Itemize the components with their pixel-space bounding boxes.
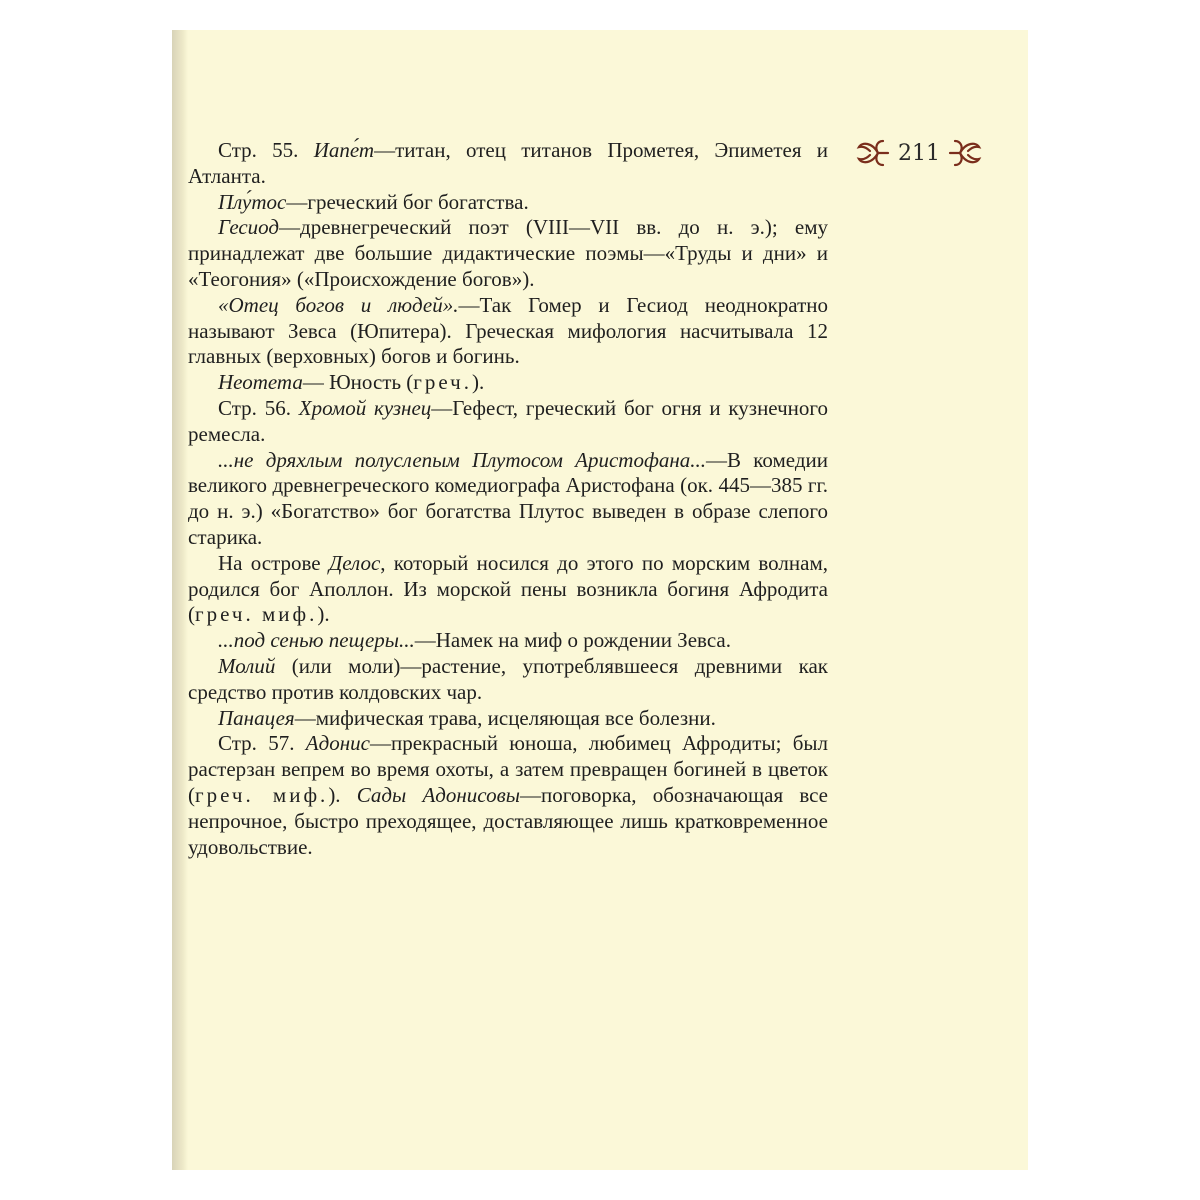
note-paragraph: [188, 448, 828, 551]
note-text: —древнегреческий поэт (VIII—VII вв. до н. э.); ему принадлежат две большие дидактические поэмы—«Труды и дни» и «Теогония» («Происхождение богов»).: [188, 215, 828, 291]
note-text: —прекрасный юноша, любимец Афродиты; был растерзан вепрем во время охоты, а затем превращен богиней в цветок (: [188, 731, 828, 807]
book-page: [172, 30, 1028, 1170]
note-text: —В комедии великого древнегреческого комедиографа Аристофана (ок. 445—385 гг. до н. э.) «Богатство» бог богатства Плутос выведен в образе слепого старика.: [188, 447, 828, 549]
italic-term: Делос: [328, 550, 381, 575]
left-ornament-icon: [856, 138, 890, 168]
note-text: —поговорка, обозначающая все непрочное, быстро преходящее, доставляющее лишь кратковременное удовольствие.: [188, 782, 829, 859]
note-paragraph: [188, 731, 828, 860]
italic-term: Неотета: [218, 370, 303, 395]
note-paragraph: [188, 190, 828, 216]
note-text: На острове: [218, 550, 329, 575]
note-paragraph: [188, 706, 828, 732]
note-text: —Намек на миф о рождении Зевса.: [414, 628, 731, 653]
note-text: ).: [472, 370, 485, 395]
note-text: —титан, отец титанов Прометея, Эпиметея и Атланта.: [188, 138, 828, 188]
page-number: 211: [898, 140, 940, 166]
note-paragraph: [188, 396, 828, 448]
note-text: —мифическая трава, исцеляющая все болезни.: [294, 705, 716, 730]
note-text: —греческий бог богатства.: [286, 189, 529, 214]
note-paragraph: [188, 138, 828, 190]
note-text: Стр. 57.: [218, 731, 306, 756]
spaced-abbreviation: греч. миф.: [195, 602, 318, 627]
italic-term: Гесиод: [218, 215, 280, 240]
spaced-abbreviation: греч.: [413, 370, 472, 395]
spaced-abbreviation: греч. миф.: [195, 782, 329, 807]
note-text: ).: [317, 602, 330, 627]
commentary-text: [188, 138, 828, 860]
note-text: Стр. 55.: [218, 138, 314, 162]
note-text: ).: [328, 782, 357, 807]
italic-term: Адонис: [305, 731, 370, 756]
note-text: Стр. 56.: [218, 395, 299, 420]
note-text: (или моли)—растение, употреблявшееся древними как средство против колдовских чар.: [188, 653, 828, 704]
note-text: —Так Гомер и Гесиод неоднократно называют Зевса (Юпитера). Греческая мифология насчитывала 12 главных (верховных) богов и богинь.: [188, 292, 828, 369]
italic-term: Сады Адонисовы: [356, 782, 520, 807]
note-text: , который носился до этого по морским волнам, родился бог Аполлон. Из морской пены возникла богиня Афродита (: [188, 550, 828, 627]
note-paragraph: [188, 215, 828, 292]
note-text: — Юность (: [302, 370, 414, 395]
note-paragraph: [188, 293, 828, 370]
italic-term: «Отец богов и людей».: [218, 292, 459, 317]
italic-term: ...не дряхлым полуслепым Плутосом Аристофана...: [218, 447, 707, 472]
note-paragraph: [188, 654, 828, 706]
page-gutter-shadow: [172, 30, 188, 1170]
italic-term: Хромой кузнец: [298, 395, 432, 420]
italic-term: Иапе́т: [313, 138, 375, 162]
italic-term: Панацея: [218, 705, 295, 730]
note-paragraph: [188, 551, 828, 628]
italic-term: ...под сенью пещеры...: [218, 628, 415, 653]
note-text: —Гефест, греческий бог огня и кузнечного ремесла.: [188, 395, 828, 446]
note-paragraph: [188, 370, 828, 396]
right-ornament-icon: [948, 138, 982, 168]
italic-term: Плу́тос: [218, 189, 287, 214]
page-number-header: [856, 138, 982, 168]
italic-term: Молий: [218, 653, 276, 678]
note-paragraph: [188, 628, 828, 654]
